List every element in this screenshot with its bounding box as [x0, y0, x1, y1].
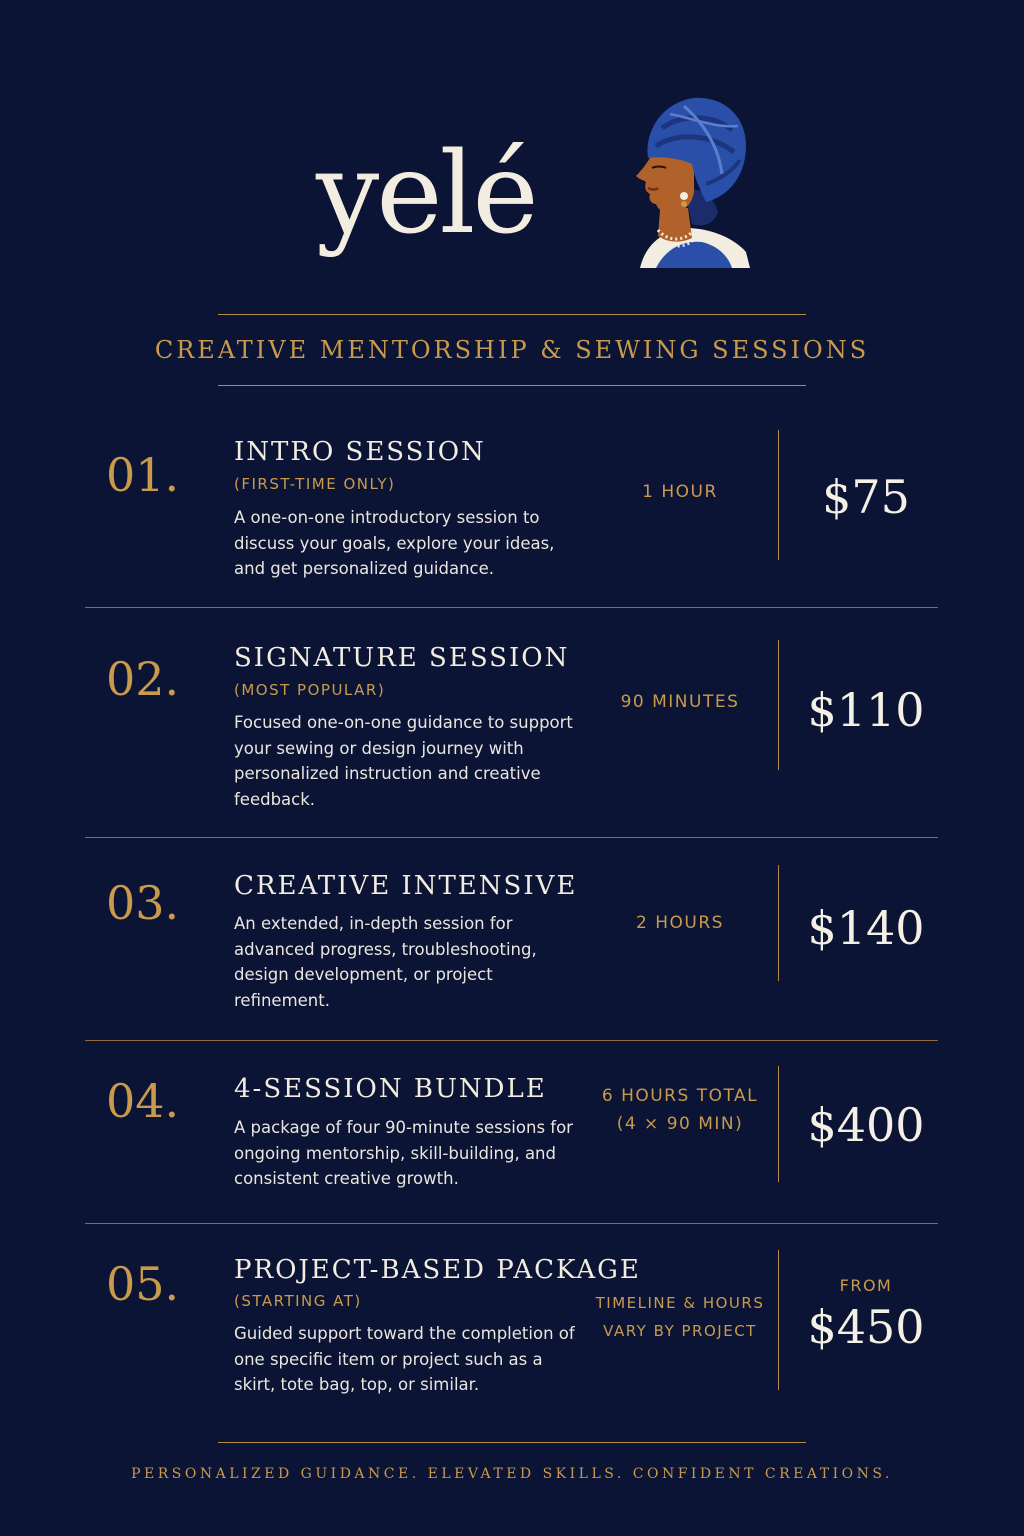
service-description: An extended, in-depth session for advanced progress, troubleshooting, design development, or project refinement.: [234, 914, 537, 1010]
service-subtitle: (MOST POPULAR): [234, 681, 386, 699]
service-description: A package of four 90-minute sessions for ongoing mentorship, skill-building, and consistent creative growth.: [234, 1118, 573, 1188]
service-title: INTRO SESSION: [234, 437, 486, 467]
header-rule-top: [218, 314, 806, 315]
service-description: A one-on-one introductory session to discuss your goals, explore your ideas, and get personalized guidance.: [234, 508, 555, 578]
service-duration-line: 6 HOURS TOTAL: [601, 1086, 759, 1106]
column-divider: [778, 865, 779, 981]
column-divider: [778, 1066, 779, 1182]
service-price: $450: [807, 1300, 925, 1354]
service-number: 01.: [106, 448, 180, 502]
footer-motto: PERSONALIZED GUIDANCE. ELEVATED SKILLS. CONFIDENT CREATIONS.: [131, 1466, 893, 1482]
service-price: $140: [807, 901, 925, 955]
service-price: $400: [807, 1098, 925, 1152]
service-subtitle: (FIRST-TIME ONLY): [234, 475, 396, 493]
service-title: SIGNATURE SESSION: [234, 643, 570, 673]
service-number: 02.: [106, 652, 180, 706]
tagline: CREATIVE MENTORSHIP & SEWING SESSIONS: [154, 336, 870, 364]
service-duration: [590, 1289, 770, 1345]
service-duration: 90 MINUTES: [620, 692, 740, 712]
service-duration-line: VARY BY PROJECT: [603, 1322, 757, 1340]
row-divider: [85, 837, 938, 838]
service-title: CREATIVE INTENSIVE: [234, 871, 578, 901]
row-divider: [85, 607, 938, 608]
service-duration-line: (4 × 90 MIN): [616, 1114, 744, 1134]
price-prefix: FROM: [839, 1276, 893, 1295]
column-divider: [778, 1250, 779, 1390]
footer-rule: [218, 1442, 806, 1443]
service-description: Guided support toward the completion of one specific item or project such as a skirt, tote bag, top, or similar.: [234, 1324, 575, 1394]
woman-portrait-illustration: [622, 92, 750, 268]
brand-logo: yelé: [316, 129, 536, 259]
row-divider: [85, 1040, 938, 1041]
service-title: PROJECT-BASED PACKAGE: [234, 1255, 641, 1285]
row-divider: [85, 1223, 938, 1224]
service-duration: 1 HOUR: [642, 482, 718, 502]
column-divider: [778, 640, 779, 770]
service-duration: 2 HOURS: [636, 913, 724, 933]
service-title: 4-SESSION BUNDLE: [234, 1074, 547, 1104]
service-number: 04.: [106, 1074, 180, 1128]
service-number: 05.: [106, 1257, 180, 1311]
service-subtitle: (STARTING AT): [234, 1292, 362, 1310]
service-duration-line: TIMELINE & HOURS: [595, 1294, 765, 1312]
column-divider: [778, 430, 779, 560]
header-rule-bottom: [218, 385, 806, 386]
service-duration: [590, 1082, 770, 1138]
service-price: $110: [807, 683, 925, 737]
service-number: 03.: [106, 876, 180, 930]
service-description: Focused one-on-one guidance to support your sewing or design journey with personalized instruction and creative feedback.: [234, 713, 573, 809]
service-price: $75: [822, 470, 910, 524]
